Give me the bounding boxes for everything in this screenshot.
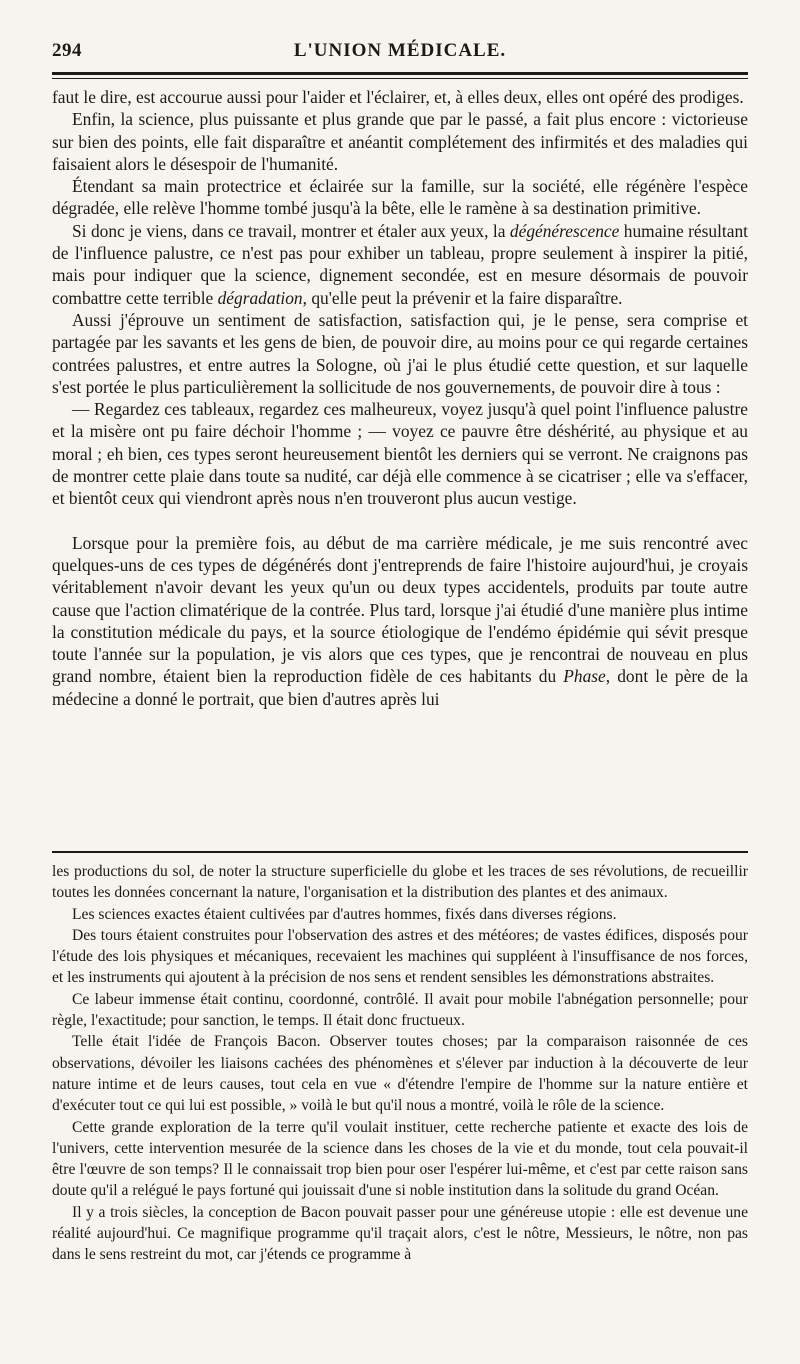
header-rule	[52, 72, 748, 75]
feuilleton-paragraph: Les sciences exactes étaient cultivées par d'autres hommes, fixés dans diverses régions.	[72, 905, 617, 923]
article-paragraph: Aussi j'éprouve un sentiment de satisfaction, satisfaction qui, je le pense, sera comprise et partagée par les savants et les gens de bien, de pouvoir dire, au moins pour ce qui regarde certaines contrées palustres, et entre autres la Sologne, où j'ai le plus étudié cette question, et sur laquelle s'est portée le plus particulièrement la sollicitude de nos gouvernements, de pouvoir dire à tous :	[52, 309, 748, 397]
article-paragraph: — Regardez ces tableaux, regardez ces malheureux, voyez jusqu'à quel point l'influence palustre et la misère ont pu faire déchoir l'homme ; — voyez ce pauvre être déshérité, au physique et au moral ; eh bien, ces types seront heureusement bientôt les derniers qui se verront. Ne craignons pas de montrer cette plaie dans toute sa nudité, car déjà elle commence à se cicatriser ; elle va s'effacer, et bientôt ceux qui viendront après nous n'en trouveront plus aucun vestige.	[52, 399, 748, 509]
italic-term: Phase	[563, 666, 606, 687]
text-run: , dont le père de la médecine a donné le portrait, que bien d'autres après lui	[52, 666, 748, 709]
feuilleton-paragraph: Ce labeur immense était continu, coordonné, contrôlé. Il avait pour mobile l'abnégation personnelle; pour règle, l'exactitude; pour sanction, le temps. Il était donc fructueux.	[52, 990, 748, 1030]
journal-title: L'UNION MÉDICALE.	[293, 40, 507, 61]
page-number: 294	[52, 40, 82, 61]
feuilleton-paragraph: Telle était l'idée de François Bacon. Observer toutes choses; par la comparaison raisonnée de ces observations, dévoiler les liaisons cachées des phénomènes et s'élever par induction à la découverte de leur nature intime et de leurs causes, tout cela en vue « d'étendre l'empire de l'homme sur la nature entière et d'exécuter tout ce qui lui est possible, » voilà le but qu'il nous a montré, voilà le rôle de la science.	[52, 1033, 748, 1115]
article-paragraph: Enfin, la science, plus puissante et plus grande que par le passé, a fait plus encore : victorieuse sur bien des points, elle fait disparaître et anéantit complétement des infirmités et des maladies qui faisaient alors le désespoir de l'humanité.	[52, 109, 748, 174]
article-paragraph: Étendant sa main protectrice et éclairée sur la famille, sur la société, elle régénère l'espèce dégradée, elle relève l'homme tombé jusqu'à la bête, elle le ramène à sa destination primitive.	[52, 176, 748, 219]
italic-term: dégénérescence	[509, 220, 620, 241]
text-run: Si donc je viens, dans ce travail, montrer et étaler aux yeux, la	[72, 220, 510, 241]
feuilleton-paragraph: Cette grande exploration de la terre qu'il voulait instituer, cette recherche patiente et exacte des lois de l'univers, cette intervention mesurée de la science dans les choses de la vie et du monde, tout cela pouvait-il être l'œuvre de son temps? Il le connaissait trop bien pour oser l'espérer lui-même, et c'est par cette raison sans doute qu'il a relégué le pays fortuné qui jouissait d'une si noble institution dans la solitude du grand Océan.	[52, 1118, 748, 1200]
feuilleton-paragraph: Des tours étaient construites pour l'observation des astres et des météores; de vastes édifices, disposés pour l'étude des lois physiques et mécaniques, recevaient les machines qui suppléent à l'insuffisance de nos forces, et les instruments qui ajoutent à la précision de nos sens et rendent sensibles les démonstrations abstraites.	[52, 926, 748, 987]
header-rule-thin	[52, 78, 748, 79]
feuilleton-section	[52, 861, 748, 1266]
feuilleton-paragraph: Il y a trois siècles, la conception de Bacon pouvait passer pour une généreuse utopie : elle est devenue une réalité aujourd'hui. Ce magnifique programme qu'il traçait alors, c'est le nôtre, Messieurs, le nôtre, non pas dans le sens restreint du mot, car j'étends ce programme à	[52, 1203, 748, 1264]
main-article	[52, 86, 748, 710]
article-paragraph	[52, 220, 748, 309]
text-run: , qu'elle peut la prévenir et la faire disparaître.	[302, 287, 623, 308]
italic-term: dégradation	[217, 287, 303, 308]
feuilleton-divider	[52, 851, 748, 853]
text-run: Lorsque pour la première fois, au début de ma carrière médicale, je me suis rencontré avec quelques-uns de ces types de dégénérés dont j'entreprends de faire l'histoire aujourd'hui, je croyais véritablement n'avoir devant les yeux qu'un ou deux types accidentels, produits par toute autre cause que l'action climatérique de la contrée. Plus tard, lorsque j'ai étudié d'une manière plus intime la constitution médicale du pays, et la source étiologique de l'endémo épidémie qui sévit presque toute l'année sur la population, je vis alors que ces types, que je rencontrai de nouveau en plus grand nombre, étaient bien la reproduction fidèle de ces habitants du	[52, 532, 748, 687]
article-paragraph: faut le dire, est accourue aussi pour l'aider et l'éclairer, et, à elles deux, elles ont opéré des prodiges.	[52, 87, 744, 107]
text-run: humaine résultant de l'influence palustre, ce n'est pas pour exhiber un tableau, propre seulement à inspirer la pitié, mais pour indiquer que la science, dignement secondée, est en mesure désormais de pouvoir combattre cette terrible	[52, 220, 748, 308]
page-header	[52, 38, 748, 68]
feuilleton-paragraph: les productions du sol, de noter la structure superficielle du globe et les traces de ses révolutions, de recueillir toutes les données concernant la nature, l'organisation et la distribution des plantes et des animaux.	[52, 863, 748, 902]
article-paragraph	[52, 532, 748, 710]
